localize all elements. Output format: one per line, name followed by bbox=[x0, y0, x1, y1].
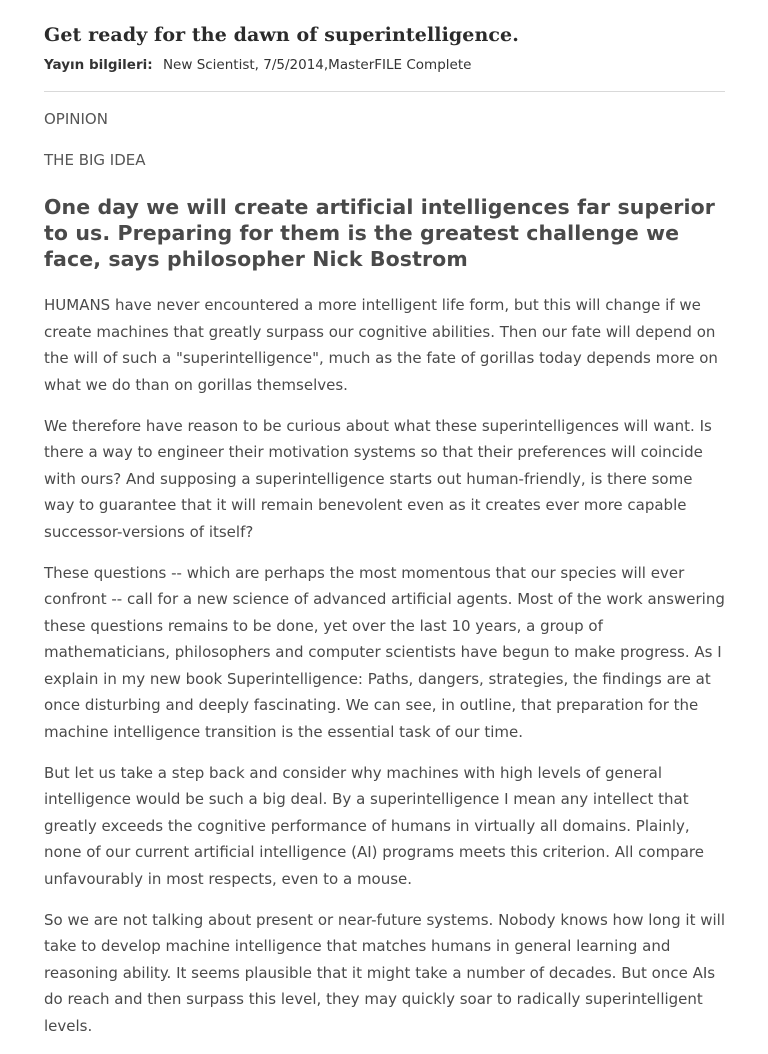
paragraph: So we are not talking about present or near-future systems. Nobody knows how long it will take to develop machine intelligence that matches humans in general learning and reasoning ability. It seems plausible that it might take a number of decades. But once AIs do reach and then surpass this level, they may quickly soar to radically superintelligent levels. bbox=[44, 910, 725, 1035]
paragraph: We therefore have reason to be curious about what these superintelligences will want. Is there a way to engineer their motivation systems so that their preferences will coincide with ours? And supposing a superintelligence starts out human-friendly, is there some way to guarantee that it will remain benevolent even as it creates ever more capable successor-versions of itself? bbox=[44, 416, 712, 541]
paragraph: These questions -- which are perhaps the most momentous that our species will ever confront -- call for a new science of advanced artificial agents. Most of the work answering these questions remains to be done, yet over the last 10 years, a group of mathematicians, philosophers and computer scientists have begun to make progress. As I explain in my new book Superintelligence: Paths, dangers, strategies, the findings are at once disturbing and deeply fascinating. We can see, in outline, that preparation for the machine intelligence transition is the essential task of our time. bbox=[44, 563, 725, 741]
section-label-opinion: OPINION bbox=[44, 110, 108, 128]
publication-info-label: Yayın bilgileri: bbox=[44, 57, 153, 73]
header-divider bbox=[44, 91, 725, 92]
publication-info-value: New Scientist, 7/5/2014,MasterFILE Complete bbox=[162, 57, 472, 73]
paragraph: But let us take a step back and consider why machines with high levels of general intelligence would be such a big deal. By a superintelligence I mean any intellect that greatly exceeds the cognitive performance of humans in virtually all domains. Plainly, none of our current artificial intelligence (AI) programs meets this criterion. All compare unfavourably in most respects, even to a mouse. bbox=[44, 763, 704, 888]
article-body bbox=[44, 292, 725, 1054]
section-label-big-idea: THE BIG IDEA bbox=[44, 151, 146, 169]
article-headline: One day we will create artificial intelligences far superior to us. Preparing for them is the greatest challenge we face, says philosopher Nick Bostrom bbox=[44, 195, 715, 271]
publication-info bbox=[44, 57, 471, 73]
paragraph: HUMANS have never encountered a more intelligent life form, but this will change if we create machines that greatly surpass our cognitive abilities. Then our fate will depend on the will of such a "superintelligence", much as the fate of gorillas today depends more on what we do than on gorillas themselves. bbox=[44, 296, 718, 394]
article-title: Get ready for the dawn of superintelligence. bbox=[44, 24, 519, 46]
